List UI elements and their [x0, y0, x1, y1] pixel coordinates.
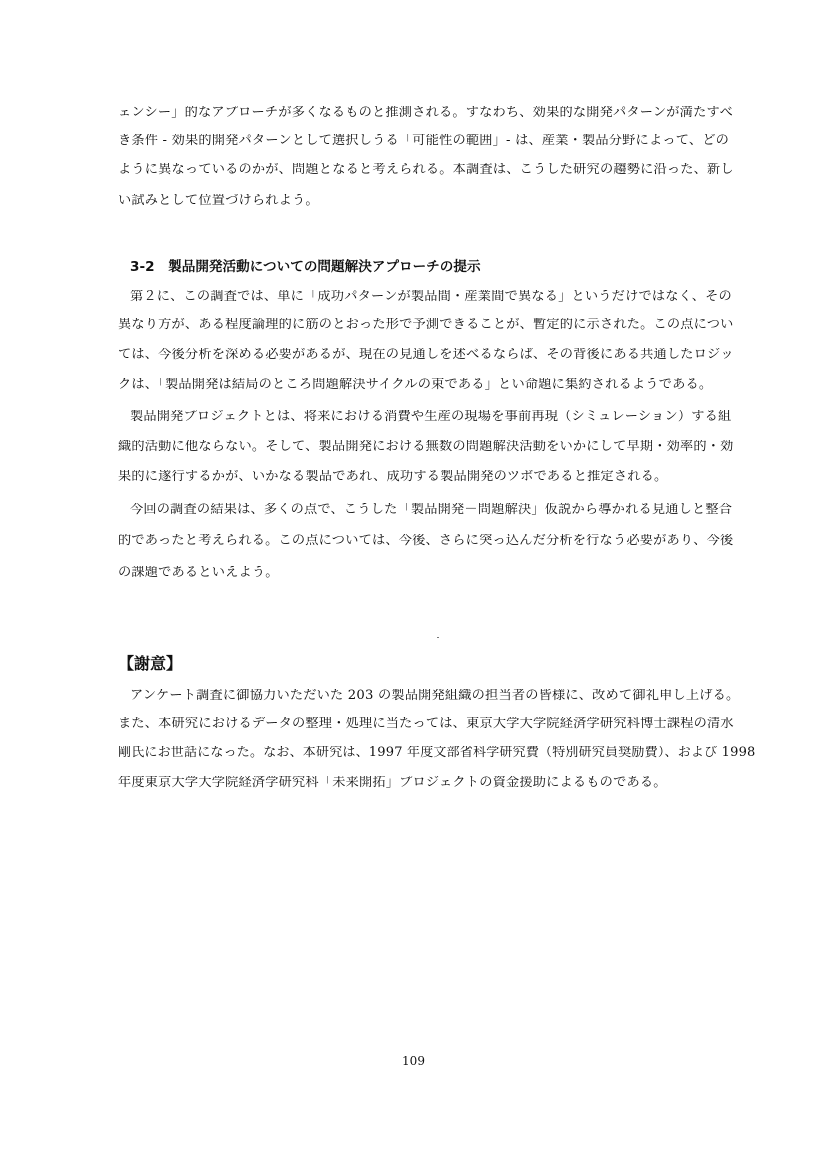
intro-line: ように異なっているのかが、問題となると考えられる。本調査は、こうした研究の趨勢に沿った、新し [118, 163, 734, 177]
acknowledgement-title: 【謝意】 [118, 654, 183, 673]
acknowledgement-line: 年度東京大学大学院経済学研究科「未来開拓」プロジェクトの資金援助によるものである。 [118, 776, 667, 790]
paragraph-line: 果的に遂行するかが、いかなる製品であれ、成功する製品開発のツボであると推定される。 [118, 470, 668, 484]
paragraph-line: 的であったと考えられる。この点については、今後、さらに突っ込んだ分析を行なう必要があり、今後 [118, 534, 734, 548]
section-heading: 3-2 製品開発活動についての問題解決アプローチの提示 [130, 259, 481, 275]
acknowledgement-line: アンケート調査に御協力いただいた 203 の製品開発組織の担当者の皆様に、改めて御礼申し上げる。 [130, 689, 740, 703]
paragraph-line: の課題であるといえよう。 [118, 566, 279, 580]
intro-line: い試みとして位置づけられよう。 [118, 194, 319, 208]
scan-speck [437, 637, 439, 638]
page-number: 109 [402, 1054, 425, 1068]
paragraph-line: 異なり方が、ある程度論理的に筋のとおった形で予測できることが、暫定的に示された。この点につい [118, 318, 734, 332]
paragraph-line: 今回の調査の結果は、多くの点で、こうした「製品開発－問題解決」仮説から導かれる見通しと整合 [130, 503, 733, 517]
paragraph-line: 織的活動に他ならない。そして、製品開発における無数の問題解決活動をいかにして早期・効率的・効 [118, 440, 734, 454]
intro-line: き条件 - 効果的開発パターンとして選択しうる「可能性の範囲」- は、産業・製品分野によって、どの [118, 134, 730, 148]
acknowledgement-line: 剛氏にお世話になった。なお、本研究は、1997 年度文部省科学研究費（特別研究員奨励費）、および 1998 [118, 746, 756, 759]
paragraph-line: 第２に、この調査では、単に「成功パターンが製品間・産業間で異なる」というだけではなく、その [130, 290, 732, 304]
acknowledgement-line: また、本研究におけるデータの整理・処理に当たっては、東京大学大学院経済学研究科博士課程の清水 [118, 717, 734, 731]
intro-line: ェンシー」的なアプローチが多くなるものと推測される。すなわち、効果的な開発パターンが満たすべ [118, 106, 733, 120]
paragraph-line: クは、「製品開発は結局のところ問題解決サイクルの束である」とい命題に集約されるようである。 [118, 378, 713, 392]
paragraph-line: 製品開発プロジェクトとは、将来における消費や生産の現場を事前再現（シミュレーション）する組 [130, 410, 732, 424]
paragraph-line: ては、今後分析を深める必要があるが、現在の見通しを述べるならば、その背後にある共通したロジッ [118, 348, 734, 362]
